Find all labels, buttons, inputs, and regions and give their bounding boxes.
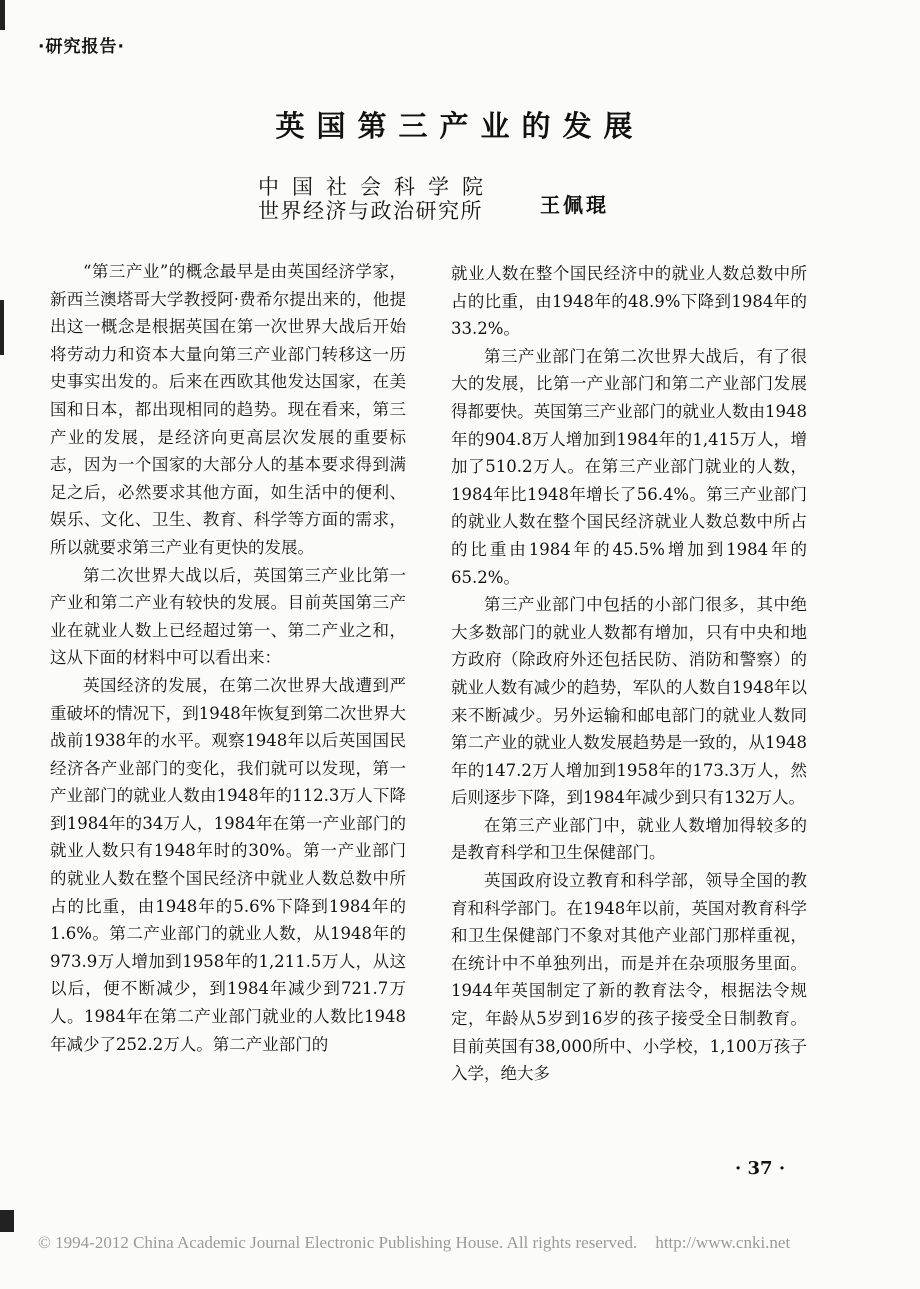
paragraph: 第二次世界大战以后，英国第三产业比第一产业和第二产业有较快的发展。目前英国第三产业在就业人数上已经超过第一、第二产业之和，这从下面的材料中可以看出来： <box>50 565 406 668</box>
scan-edge-mark-bottom <box>0 1210 14 1232</box>
section-tag: ·研究报告· <box>38 37 125 57</box>
footer-url-link[interactable]: http://www.cnki.net <box>655 1233 791 1252</box>
paragraph-continuation: 就业人数在整个国民经济中的就业人数总数中所占的比重，由1948年的48.9%下降到1984年的33.2%。 <box>451 264 807 339</box>
article-title: 英国第三产业的发展 <box>275 109 645 143</box>
paragraph: 第三产业部门在第二次世界大战后，有了很大的发展，比第一产业部门和第二产业部门发展得都要快。英国第三产业部门的就业人数由1948年的904.8万人增加到1984年的1,415万人，增加了510.2万人。在第三产业部门就业的人数，1984年比1948年增长了56.4%。第三产业部门的就业人数在整个国民经济就业人数总数中所占的比重由1984年的45.5%增加到1984年的65.2%。 <box>451 346 807 587</box>
paragraph: “第三产业”的概念最早是由英国经济学家，新西兰澳塔哥大学教授阿·费希尔提出来的，他提出这一概念是根据英国在第一次世界大战后开始将劳动力和资本大量向第三产业部门转移这一历史事实出发的。后来在西欧其他发达国家，在美国和日本，都出现相同的趋势。现在看来，第三产业的发展，是经济向更高层次发展的重要标志，因为一个国家的大部分人的基本要求得到满足之后，必然要求其他方面，如生活中的便利、娱乐、文化、卫生、教育、科学等方面的需求，所以就要求第三产业有更快的发展。 <box>50 262 406 557</box>
scan-edge-mark-middle <box>0 300 4 355</box>
paragraph: 英国经济的发展，在第二次世界大战遭到严重破坏的情况下，到1948年恢复到第二次世界大战前1938年的水平。观察1948年以后英国国民经济各产业部门的变化，我们就可以发现，第一产业部门的就业人数由1948年的112.3万人下降到1984年的34万人，1984年在第一产业部门的就业人数只有1948年时的30%。第一产业部门的就业人数在整个国民经济中就业人数总数中所占的比重，由1948年的5.6%下降到1984年的1.6%。第二产业部门的就业人数，从1948年的973.9万人增加到1958年的1,211.5万人，从这以后，便不断减少，到1984年减少到721.7万人。1984年在第二产业部门就业的人数比1948年减少了252.2万人。第二产业部门的 <box>50 675 406 1054</box>
affiliation-line-2: 世界经济与政治研究所 <box>258 199 483 223</box>
copyright-footer <box>38 1233 790 1253</box>
author-affiliation <box>258 175 496 223</box>
copyright-text: © 1994-2012 China Academic Journal Electronic Publishing House. All rights reserved. <box>38 1233 638 1252</box>
paragraph: 第三产业部门中包括的小部门很多，其中绝大多数部门的就业人数都有增加，只有中央和地方政府（除政府外还包括民防、消防和警察）的就业人数有减少的趋势，军队的人数自1948年以来不断减少。另外运输和邮电部门的就业人数同第二产业的就业人数发展趋势是一致的，从1948年的147.2万人增加到1958年的173.3万人，然后则逐步下降，到1984年减少到只有132万人。 <box>451 595 807 808</box>
paragraph: 英国政府设立教育和科学部，领导全国的教育和科学部门。在1948年以前，英国对教育科学和卫生保健部门不象对其他产业部门那样重视，在统计中不单独列出，而是并在杂项服务里面。1944年英国制定了新的教育法令，根据法令规定，年龄从5岁到16岁的孩子接受全日制教育。目前英国有38,000所中、小学校，1,100万孩子入学，绝大多 <box>451 871 807 1084</box>
affiliation-line-1: 中国社会科学院 <box>258 175 496 199</box>
author-name: 王佩琨 <box>540 193 609 217</box>
scan-edge-mark-top <box>0 0 5 30</box>
right-column <box>451 260 807 1088</box>
page-number: · 37 · <box>735 1158 786 1179</box>
paragraph: 在第三产业部门中，就业人数增加得较多的是教育科学和卫生保健部门。 <box>451 815 807 863</box>
left-column <box>50 258 406 1058</box>
